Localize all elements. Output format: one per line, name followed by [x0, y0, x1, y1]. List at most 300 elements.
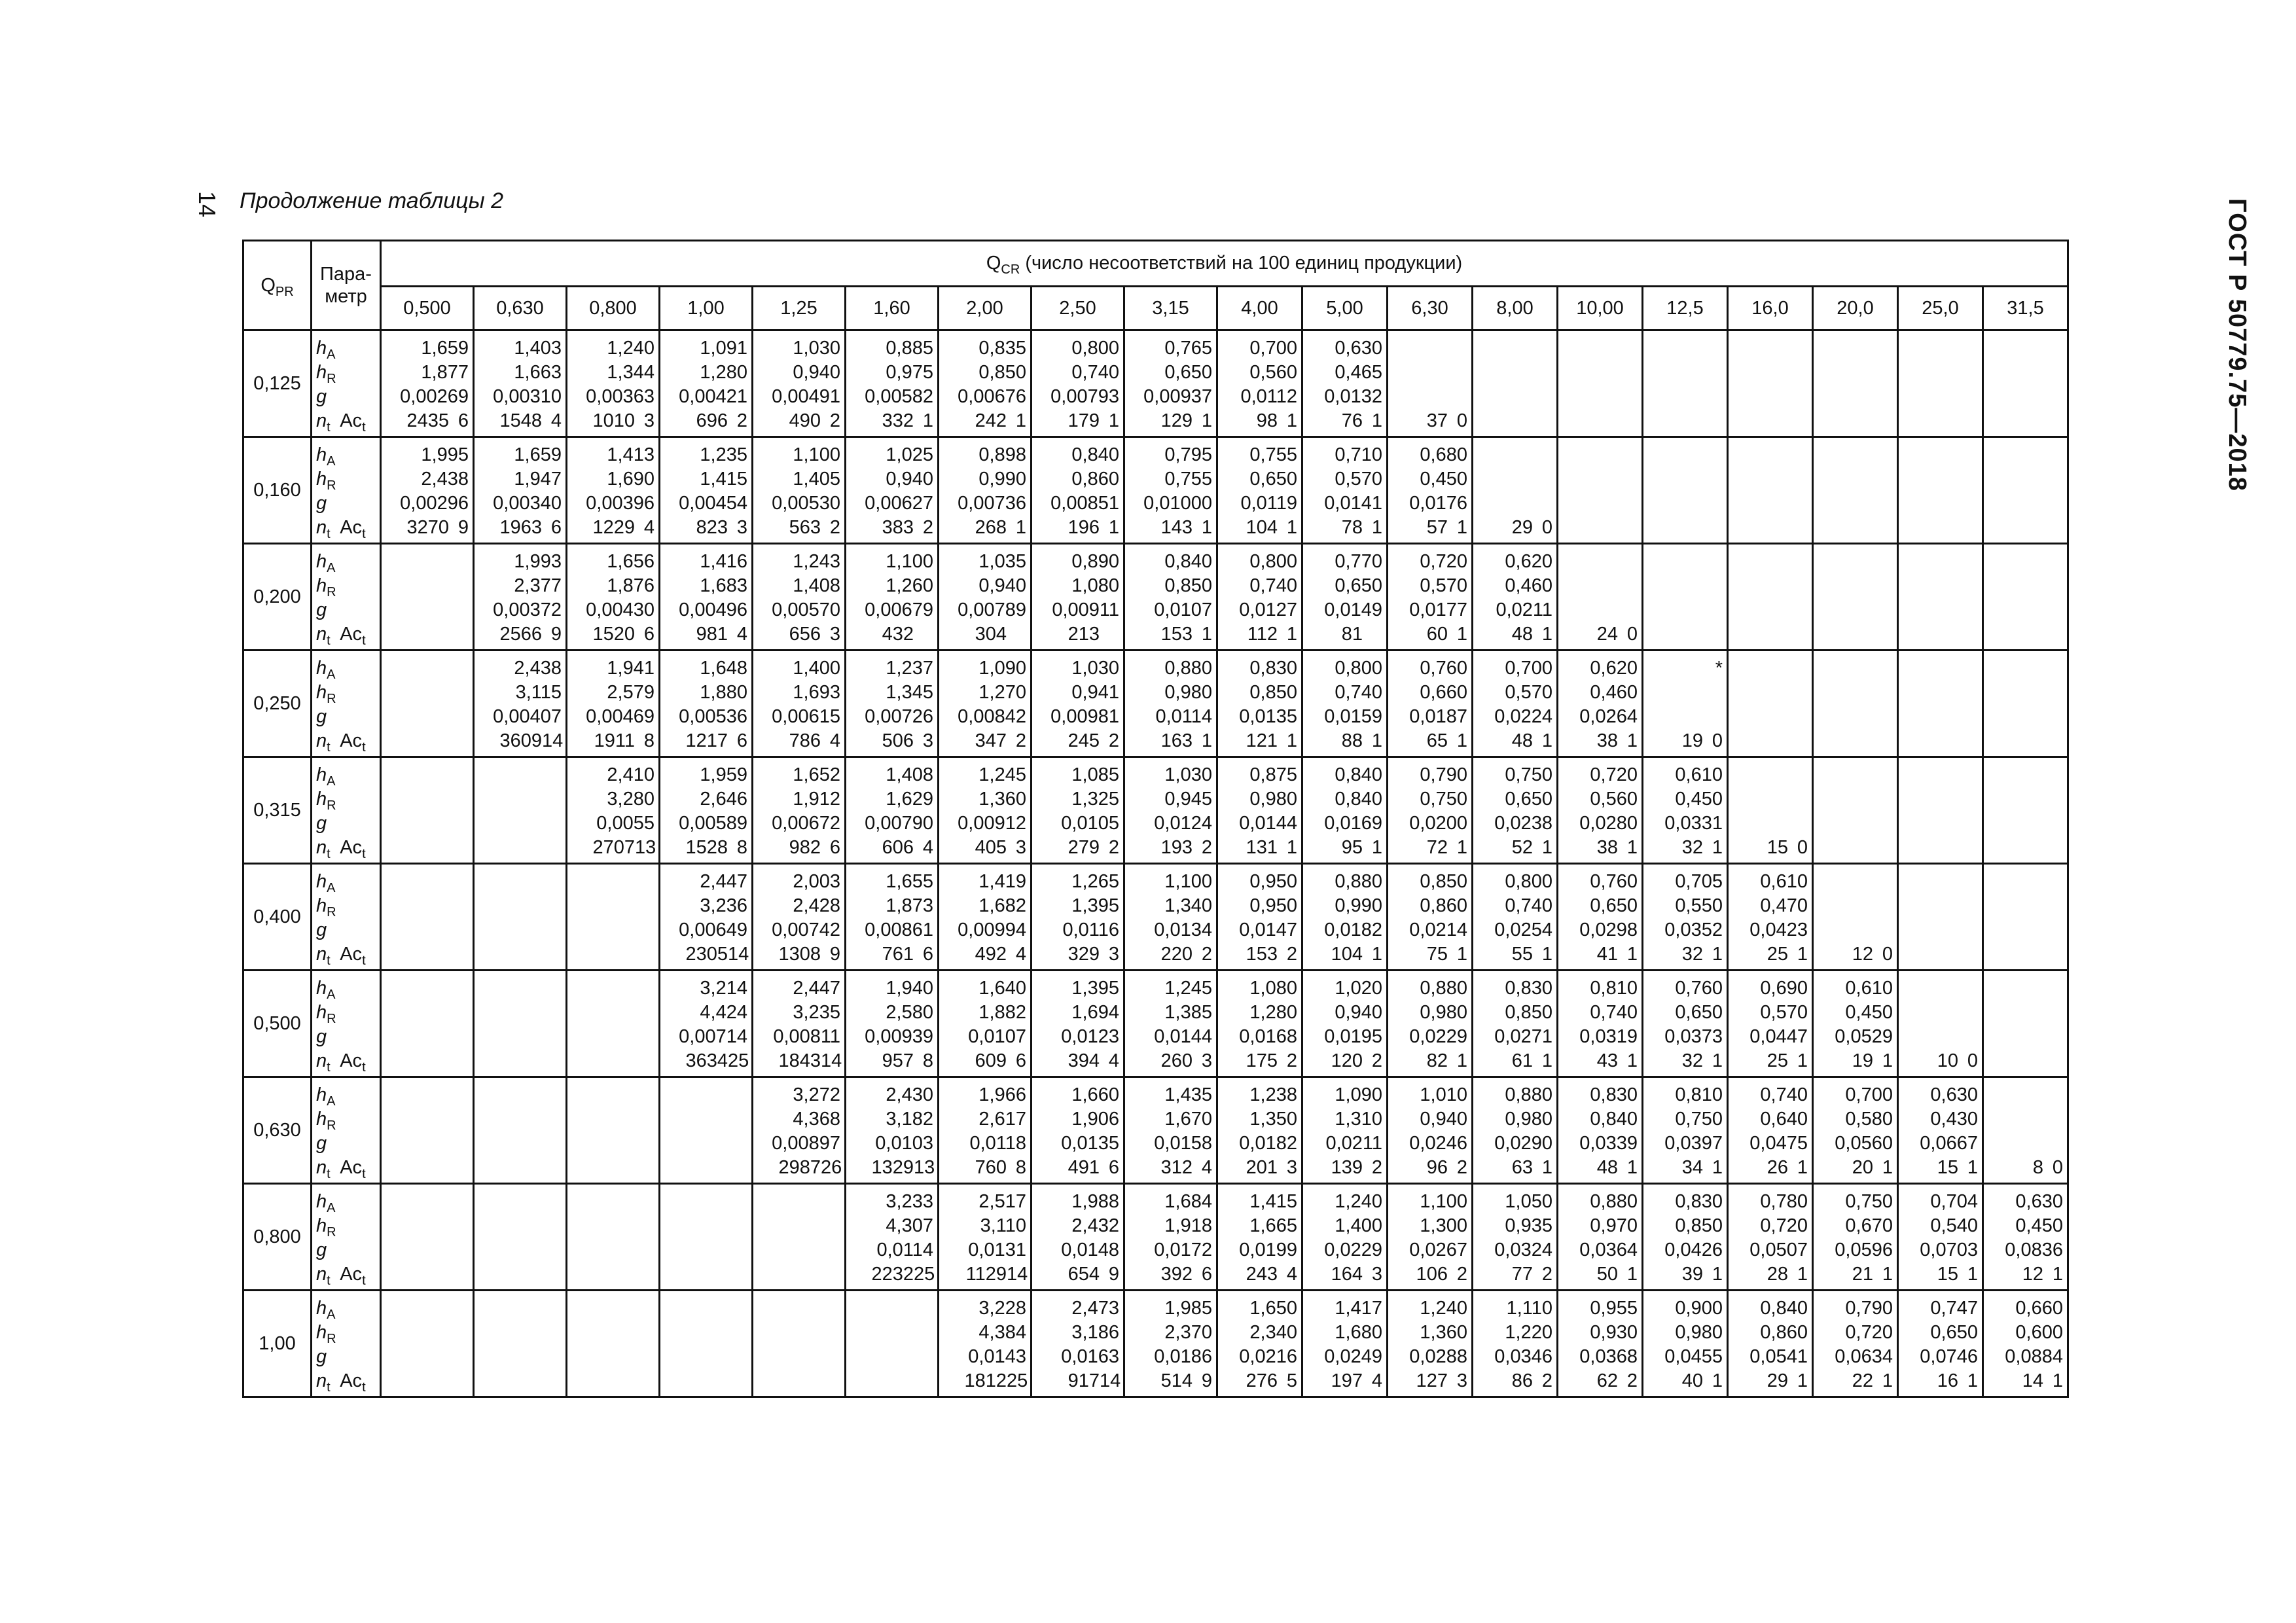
value-line: 0,760	[1590, 871, 1638, 892]
param-symbol: $h_A$	[316, 978, 336, 1002]
sample-line	[1473, 1156, 1556, 1180]
sample-size: 2987	[778, 1157, 821, 1178]
value-line: 0,620	[1590, 658, 1638, 679]
param-symbol: $n_t$	[316, 730, 331, 755]
value-line: 1,020	[1335, 978, 1382, 999]
value-line: 0,00939	[865, 1026, 933, 1047]
acceptance-number: 2	[1541, 1264, 1552, 1285]
table-row	[243, 971, 2068, 1077]
param-symbol: $h_A$	[316, 1084, 336, 1109]
qpr-cell: 0,160	[243, 437, 312, 544]
value-line	[1388, 385, 1471, 409]
value-cell	[753, 1291, 846, 1397]
value-cell	[567, 1077, 660, 1184]
sample-size: 786	[789, 730, 821, 751]
param-symbol: $h_R$	[316, 1322, 336, 1346]
value-line: 0,650	[1930, 1322, 1978, 1343]
acceptance-number: 2	[1201, 944, 1212, 965]
value-line: 0,0280	[1579, 813, 1638, 834]
value-cell	[1898, 757, 1983, 864]
value-cell	[846, 1184, 939, 1291]
value-line: 0,0168	[1239, 1026, 1297, 1047]
value-line	[1388, 361, 1471, 385]
sample-line	[1032, 409, 1123, 433]
sample-line	[567, 516, 658, 540]
value-line: 0,00897	[772, 1133, 840, 1154]
value-cell	[1813, 864, 1898, 971]
value-line: 0,850	[1249, 682, 1297, 703]
value-line: 0,0249	[1324, 1346, 1382, 1367]
value-cell	[1031, 330, 1124, 437]
value-line: 0,0884	[2005, 1346, 2063, 1367]
value-line: 0,885	[886, 338, 933, 359]
value-line: 3,110	[980, 1215, 1026, 1236]
param-line	[316, 976, 380, 1001]
value-cell	[939, 1184, 1031, 1291]
ac-symbol: $Ac_t$	[340, 1370, 366, 1395]
column-header: 1,60	[846, 287, 939, 330]
sample-line	[1473, 1369, 1556, 1393]
value-line: 1,403	[514, 338, 562, 359]
param-header-line: метр	[325, 286, 367, 307]
value-line: 0,880	[1335, 871, 1382, 892]
sample-size: 245	[1067, 730, 1100, 751]
sample-line	[1984, 1369, 2067, 1393]
value-line: 0,560	[1249, 362, 1297, 383]
acceptance-number: 1	[1201, 624, 1212, 645]
acceptance-number: 0	[1456, 410, 1467, 431]
sample-size: 78	[1341, 517, 1363, 538]
value-line: 0,980	[1249, 789, 1297, 810]
sample-size: 19	[1681, 730, 1703, 751]
value-line	[1643, 681, 1727, 705]
value-line: 1,652	[793, 764, 840, 785]
acceptance-number: 0	[1797, 837, 1808, 858]
column-headers	[243, 287, 2068, 330]
value-line: 0,0163	[1061, 1346, 1119, 1367]
acceptance-number: 1	[1626, 1157, 1638, 1178]
value-line: 0,765	[1164, 338, 1212, 359]
value-line: 0,755	[1249, 444, 1297, 465]
acceptance-number: 1	[1626, 730, 1638, 751]
sample-size: 1812	[964, 1370, 1007, 1391]
value-line: 0,00726	[865, 706, 933, 727]
value-line: 0,720	[1420, 551, 1467, 572]
value-cell	[1898, 1077, 1983, 1184]
sample-size: 20	[1852, 1157, 1873, 1178]
param-line	[316, 729, 380, 753]
value-cell	[660, 437, 753, 544]
acceptance-number: 1	[1712, 1370, 1723, 1391]
acceptance-number: 3	[1201, 1050, 1212, 1071]
sample-line	[1303, 516, 1386, 540]
value-line: 0,00911	[1052, 599, 1119, 620]
value-line: 0,650	[1164, 362, 1212, 383]
sample-line	[753, 622, 844, 647]
sample-line	[1643, 729, 1727, 753]
value-cell	[1898, 971, 1983, 1077]
acceptance-number: 6	[457, 410, 469, 431]
value-line: 0,00736	[958, 493, 1026, 514]
acceptance-number: 6	[1015, 1050, 1026, 1071]
value-line: 0,850	[978, 362, 1026, 383]
value-cell	[474, 330, 567, 437]
ac-symbol: $Ac_t$	[340, 1157, 366, 1181]
value-cell	[1728, 1184, 1813, 1291]
acceptance-number: 1	[1201, 410, 1212, 431]
value-line: 1,245	[978, 764, 1026, 785]
value-cell	[846, 330, 939, 437]
value-cell	[660, 651, 753, 757]
value-line: 1,395	[1071, 978, 1119, 999]
qpr-cell: 0,800	[243, 1184, 312, 1291]
sample-size: 1308	[778, 944, 821, 965]
sample-line	[660, 516, 751, 540]
value-line: 0,00296	[400, 493, 469, 514]
sample-size: 1129	[965, 1264, 1007, 1285]
param-line	[316, 467, 380, 491]
value-cell	[1302, 544, 1388, 651]
value-cell	[1302, 437, 1388, 544]
acceptance-number: 3	[736, 517, 747, 538]
value-line: 0,720	[1590, 764, 1638, 785]
value-line: 1,680	[1335, 1322, 1382, 1343]
value-cell	[567, 330, 660, 437]
acceptance-number: 2	[829, 410, 840, 431]
value-cell	[1558, 544, 1643, 651]
value-cell	[753, 864, 846, 971]
table-row	[243, 651, 2068, 757]
acceptance-number: 1	[1371, 730, 1382, 751]
value-line: 0,0135	[1239, 706, 1297, 727]
sample-size: 394	[1067, 1050, 1100, 1071]
value-line: 1,400	[1335, 1215, 1382, 1236]
sample-size: 2232	[871, 1264, 914, 1285]
value-line: 1,408	[886, 764, 933, 785]
value-line: 1,110	[1506, 1298, 1552, 1319]
value-line: 1,050	[1505, 1191, 1552, 1212]
sample-size: 38	[1596, 837, 1618, 858]
ac-symbol: $Ac_t$	[340, 730, 366, 755]
value-line: 0,0132	[1324, 386, 1382, 407]
param-symbol: $n_t$	[316, 1370, 331, 1395]
value-cell	[1728, 1291, 1813, 1397]
sample-size: 82	[1426, 1050, 1448, 1071]
value-line: 1,985	[1164, 1298, 1212, 1319]
sample-line	[1729, 1262, 1812, 1287]
value-line: 1,265	[1071, 871, 1119, 892]
value-cell	[1558, 971, 1643, 1077]
sample-size: 981	[696, 624, 728, 645]
acceptance-number: 6	[643, 624, 655, 645]
sample-line	[1558, 836, 1641, 860]
sample-line	[939, 729, 1030, 753]
acceptance-number: 1	[1371, 410, 1382, 431]
column-header: 12,5	[1643, 287, 1728, 330]
value-line	[1473, 491, 1556, 516]
value-cell	[1728, 544, 1813, 651]
value-line: 1,260	[886, 575, 933, 596]
value-line: 0,950	[1249, 871, 1297, 892]
sample-size: 88	[1341, 730, 1363, 751]
sample-size: 1911	[594, 730, 635, 751]
value-cell	[381, 1291, 474, 1397]
value-line: 0,935	[1505, 1215, 1552, 1236]
sample-line	[1814, 1049, 1897, 1073]
value-cell	[1388, 1077, 1473, 1184]
value-cell	[846, 757, 939, 864]
acceptance-number: 13	[635, 837, 656, 858]
value-cell	[1031, 544, 1124, 651]
value-cell	[1813, 651, 1898, 757]
value-line: 0,690	[1760, 978, 1808, 999]
column-header: 16,0	[1728, 287, 1813, 330]
sample-line	[846, 1049, 937, 1073]
sample-line	[1729, 1156, 1812, 1180]
value-line: 0,650	[1675, 1002, 1723, 1023]
sample-size: 196	[1067, 517, 1100, 538]
value-line: 1,360	[1420, 1322, 1467, 1343]
value-line	[1729, 812, 1812, 836]
value-cell	[1302, 757, 1388, 864]
sample-size: 276	[1246, 1370, 1278, 1391]
value-line: 0,0246	[1409, 1133, 1467, 1154]
acceptance-number: 3	[1108, 944, 1119, 965]
value-cell	[1813, 971, 1898, 1077]
value-line: 0,0177	[1409, 599, 1467, 620]
value-line: 0,0238	[1494, 813, 1552, 834]
sample-size: 41	[1596, 944, 1618, 965]
value-line: 0,860	[1071, 469, 1119, 490]
sample-size: 121	[1246, 730, 1278, 751]
acceptance-number: 13	[914, 1157, 935, 1178]
document-code: ГОСТ Р 50779.75—2018	[2223, 198, 2251, 491]
sample-line	[753, 729, 844, 753]
value-cell	[1728, 651, 1813, 757]
value-cell	[1031, 1291, 1124, 1397]
value-line: 0,00570	[772, 599, 840, 620]
sample-size: 1528	[685, 837, 728, 858]
param-line	[316, 516, 380, 540]
sample-line	[1558, 942, 1641, 967]
value-line: 1,085	[1071, 764, 1119, 785]
table-row	[243, 437, 2068, 544]
value-line: 3,272	[793, 1084, 840, 1105]
value-cell	[474, 437, 567, 544]
sample-size: 220	[1160, 944, 1193, 965]
acceptance-number: 2	[1456, 1157, 1467, 1178]
value-line: 0,660	[2015, 1298, 2063, 1319]
value-line: 0,0447	[1749, 1026, 1808, 1047]
value-line: 0,830	[1505, 978, 1552, 999]
value-cell	[846, 437, 939, 544]
value-line: 1,693	[793, 682, 840, 703]
value-line: 0,0746	[1920, 1346, 1978, 1367]
param-line	[316, 787, 380, 812]
value-line	[1899, 976, 1982, 1001]
sample-line	[939, 516, 1030, 540]
value-line: 1,240	[1420, 1298, 1467, 1319]
value-cell	[939, 757, 1031, 864]
value-cell	[474, 757, 567, 864]
param-cell	[312, 1077, 381, 1184]
value-line: 0,00589	[679, 813, 747, 834]
acceptance-number	[1100, 622, 1119, 647]
column-header: 0,500	[381, 287, 474, 330]
acceptance-number: 1	[1797, 1157, 1808, 1178]
value-cell	[1217, 651, 1302, 757]
value-cell	[474, 1077, 567, 1184]
value-cell	[1302, 330, 1388, 437]
sample-line	[1899, 1049, 1982, 1073]
value-line: 0,460	[1590, 682, 1638, 703]
sample-line	[1032, 942, 1123, 967]
sample-line	[1303, 836, 1386, 860]
sample-line	[1473, 1262, 1556, 1287]
value-line	[1984, 1132, 2067, 1156]
value-line: 0,0214	[1409, 919, 1467, 940]
sample-size: 34	[1681, 1157, 1703, 1178]
value-line: 0,01000	[1143, 493, 1212, 514]
sample-line	[1643, 836, 1727, 860]
sample-size: 656	[789, 624, 821, 645]
sample-size: 106	[1416, 1264, 1448, 1285]
acceptance-number: 1	[2052, 1370, 2063, 1391]
value-line: 1,416	[700, 551, 747, 572]
value-line: 0,880	[1590, 1191, 1638, 1212]
value-line: 0,850	[1164, 575, 1212, 596]
value-cell	[1813, 1184, 1898, 1291]
value-line: 1,100	[793, 444, 840, 465]
sample-line	[1643, 942, 1727, 967]
acceptance-number: 25	[914, 1264, 935, 1285]
sample-line	[1303, 1262, 1386, 1287]
sample-line	[939, 409, 1030, 433]
sample-size: 25	[1767, 1050, 1788, 1071]
value-line: 0,0298	[1579, 919, 1638, 940]
sample-line	[1032, 1049, 1123, 1073]
value-line: 0,550	[1675, 895, 1723, 916]
value-cell	[846, 1291, 939, 1397]
value-line: 0,810	[1675, 1084, 1723, 1105]
sample-line	[1388, 729, 1471, 753]
ac-symbol: $Ac_t$	[340, 944, 366, 968]
acceptance-number: 1	[1456, 944, 1467, 965]
acceptance-number: 2	[1108, 837, 1119, 858]
value-line: 0,0346	[1494, 1346, 1552, 1367]
value-cell	[1898, 330, 1983, 437]
acceptance-number: 14	[1100, 1370, 1121, 1391]
value-line: 0,720	[1760, 1215, 1808, 1236]
sample-line	[660, 836, 751, 860]
sample-size: 153	[1246, 944, 1278, 965]
value-line: 0,0144	[1239, 813, 1297, 834]
value-cell	[1728, 971, 1813, 1077]
value-line: 0,0229	[1409, 1026, 1467, 1047]
sample-line	[660, 729, 751, 753]
value-line: 1,912	[793, 789, 840, 810]
acceptance-number: 1	[1456, 730, 1467, 751]
sample-line	[1303, 729, 1386, 753]
value-line: 0,0634	[1835, 1346, 1893, 1367]
value-line: 0,0186	[1154, 1346, 1212, 1367]
param-line	[316, 1238, 380, 1262]
qpr-cell: 0,250	[243, 651, 312, 757]
value-line: 0,00582	[865, 386, 933, 407]
value-line	[1729, 763, 1812, 787]
sample-size: 29	[1511, 517, 1533, 538]
value-cell	[567, 1184, 660, 1291]
acceptance-number: 1	[1541, 624, 1552, 645]
value-line: 0,00430	[586, 599, 655, 620]
value-line: 0,00530	[772, 493, 840, 514]
param-line	[316, 622, 380, 647]
value-cell	[846, 971, 939, 1077]
sample-line	[1125, 516, 1216, 540]
acceptance-number: 0	[1712, 730, 1723, 751]
column-header: 2,00	[939, 287, 1031, 330]
param-symbol: $n_t$	[316, 1264, 331, 1288]
value-line: 1,100	[1164, 871, 1212, 892]
value-line: *	[1715, 658, 1723, 679]
value-line: 0,00789	[958, 599, 1026, 620]
value-cell	[474, 971, 567, 1077]
value-cell	[1813, 437, 1898, 544]
acceptance-number: 1	[1712, 1050, 1723, 1071]
acceptance-number: 2	[1456, 1264, 1467, 1285]
value-line: 0,0103	[875, 1133, 933, 1154]
sample-size: 14	[2022, 1370, 2043, 1391]
value-line: 0,540	[1930, 1215, 1978, 1236]
sample-size: 22	[1852, 1370, 1873, 1391]
sample-size: 28	[1767, 1264, 1788, 1285]
value-cell	[1558, 864, 1643, 971]
value-cell	[1031, 651, 1124, 757]
param-symbol: g	[316, 1026, 327, 1047]
value-line: 0,00421	[679, 386, 747, 407]
value-line: 1,360	[978, 789, 1026, 810]
value-cell	[381, 330, 474, 437]
value-cell	[1643, 864, 1728, 971]
value-cell	[1302, 1077, 1388, 1184]
value-line: 0,00396	[586, 493, 655, 514]
value-line: 0,0267	[1409, 1240, 1467, 1260]
sample-line	[846, 729, 937, 753]
sample-line	[1218, 622, 1301, 647]
value-line: 0,840	[1335, 789, 1382, 810]
value-line: 0,00790	[865, 813, 933, 834]
value-line: 0,795	[1164, 444, 1212, 465]
sample-line	[1984, 1262, 2067, 1287]
sample-line	[846, 1262, 937, 1287]
value-cell	[1124, 651, 1217, 757]
sample-line	[1388, 1369, 1471, 1393]
value-line: 0,00649	[679, 919, 747, 940]
sample-line	[1218, 1262, 1301, 1287]
acceptance-number: 2	[1286, 1050, 1297, 1071]
param-cell	[312, 1184, 381, 1291]
sample-line	[846, 1156, 937, 1180]
param-cell	[312, 1291, 381, 1397]
value-line: 0,0216	[1239, 1346, 1297, 1367]
param-symbol: $h_R$	[316, 575, 336, 599]
sample-size: 213	[1067, 624, 1100, 645]
value-line: 1,640	[978, 978, 1026, 999]
value-cell	[1558, 651, 1643, 757]
sample-size: 1329	[871, 1157, 914, 1178]
value-line: 1,030	[793, 338, 840, 359]
param-symbol: $h_A$	[316, 1191, 336, 1215]
